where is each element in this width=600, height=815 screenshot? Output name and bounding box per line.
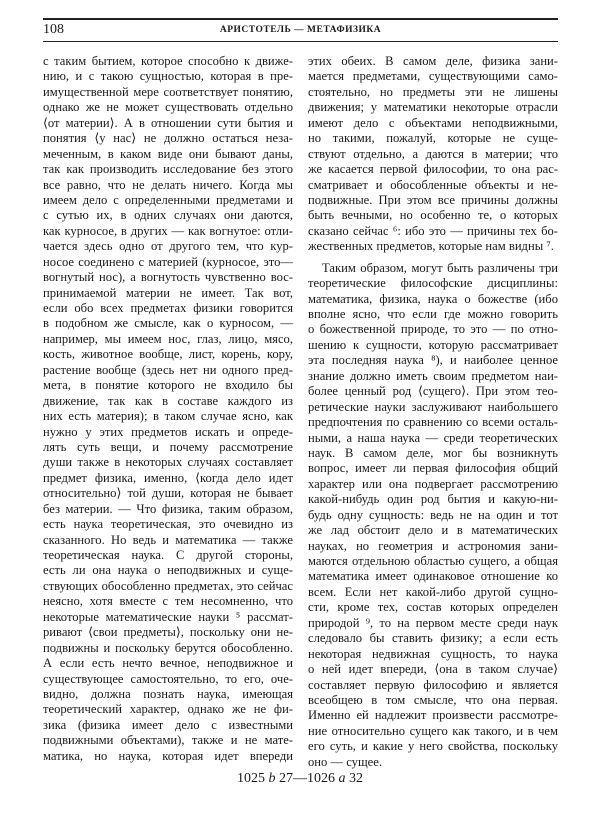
bekker-end-page: 1026 <box>307 771 335 786</box>
paragraph <box>308 261 558 770</box>
text-line: имущественной мере соответствует понятию, <box>43 84 293 99</box>
text-line: составляет первую философию и является <box>308 677 558 692</box>
text-line: лять суть вещи, и почему рассмотрение <box>43 439 293 454</box>
bekker-start-line: 27 <box>279 771 293 786</box>
text-line: эта последняя наука ⁸), и наиболее ценное <box>308 353 558 368</box>
text-line: предмет физика, именно, ⟨когда дело идет <box>43 470 293 485</box>
text-line: ствуют отдельно, а даются в материи; что <box>308 146 558 161</box>
text-line: вопрос, имеет ли первая философия общий <box>308 461 558 476</box>
text-line: сти, кроме тех, состав которых определен <box>308 600 558 615</box>
text-line: нию, и с такою сущностью, которая в пре- <box>43 69 293 84</box>
text-line: есть ли она наука о неподвижных и суще- <box>43 563 293 578</box>
text-line: ретические науки заслуживают наибольшего <box>308 399 558 414</box>
text-line: быть вечными, но особенно те, о которых <box>308 208 558 223</box>
text-line: существующее самостоятельно, то его, оче- <box>43 671 293 686</box>
text-line: природой ⁹, то на первом месте среди наук <box>308 615 558 630</box>
bekker-start-column: b <box>268 771 276 786</box>
text-line: понятия ⟨у нас⟩ не должно остаться неза- <box>43 131 293 146</box>
text-line: какой-нибудь один род бытия и какую-ни- <box>308 492 558 507</box>
text-line: подвижные. При этом все причины должны <box>308 192 558 207</box>
text-line: имеем дело с определенными предметами и <box>43 192 293 207</box>
text-line: зика (физика имеет дело с известными <box>43 717 293 732</box>
text-line: всем. Если нет какой-либо другой сущно- <box>308 584 558 599</box>
bekker-end-column: a <box>338 771 346 786</box>
text-line: нужно у этих предметов искать и опреде- <box>43 424 293 439</box>
text-line: имеют дело с объектами неподвижными, <box>308 115 558 130</box>
text-line: подвижны и поскольку берутся обособленно. <box>43 640 293 655</box>
text-line: мета, в понятие которого не входило бы <box>43 378 293 393</box>
text-line: этих обеих. В самом деле, физика зани- <box>308 54 558 68</box>
running-title: АРИСТОТЕЛЬ — МЕТАФИЗИКА <box>219 25 382 35</box>
text-line: так как производить исследование без этого <box>43 162 293 177</box>
text-line: в подобном же смысле, как о курносом, — <box>43 316 293 331</box>
range-dash: — <box>293 771 307 786</box>
text-line: однако же не может существовать отдельно <box>43 100 293 115</box>
text-line: всеобщею в том смысле, что она первая. <box>308 692 558 707</box>
text-line: кость, животное вообще, лист, корень, кору, <box>43 347 293 362</box>
text-line: как курносое, в других — как вогнутое: отли- <box>43 223 293 238</box>
text-line: стоятельно, но предметы эти не лишены <box>308 84 558 99</box>
text-line: маются отдельною областью сущего, а общая <box>308 554 558 568</box>
text-line: с таким бытием, которое способно к движе- <box>43 54 293 68</box>
text-line: следовало бы ставить физику; а если есть <box>308 631 558 646</box>
right-text-column <box>308 54 558 770</box>
bekker-start-page: 1025 <box>237 771 265 786</box>
text-line: вогнутый нос), а вогнутость чувственно вос- <box>43 270 293 285</box>
text-line: математика имеет одинаковое отношение ко <box>308 569 558 584</box>
text-line: неясно, хотя вместе с тем несомненно, что <box>43 594 293 609</box>
text-line: будь одну сущность: ведь не на один и тот <box>308 507 558 522</box>
text-line: ⟨от материи⟩. А в отношении сути бытия и <box>43 115 293 130</box>
text-line: например, мы имеем нос, глаз, лицо, мясо, <box>43 331 293 346</box>
header-rule-top <box>43 18 558 20</box>
text-line: шению к сущности, которую рассматривает <box>308 337 558 352</box>
text-line: меченным, в каком виде они бывают даны, <box>43 146 293 161</box>
text-line: носое соединено с материей (курносое, это— <box>43 254 293 269</box>
text-line: матика, но наука, которая идет впереди <box>43 748 293 763</box>
text-line: жественных предметов, которые нам видны ⁷. <box>308 239 554 254</box>
text-line: сматривает и обособленные объекты и не- <box>308 177 558 192</box>
text-line: сказано сейчас ⁶: ибо это — причины тех бо- <box>308 223 558 238</box>
text-line: если обо всех предметах физики говорится <box>43 301 293 315</box>
text-line: есть наука теоретическая, это очевидно из <box>43 517 293 532</box>
text-line: движение, так как в составе каждого из <box>43 393 293 408</box>
text-line: Таким образом, могут быть различены три <box>322 260 558 275</box>
text-line: мается предметами, существующими само- <box>308 69 558 84</box>
text-line: подвижными объектами), также и не мате- <box>43 733 293 748</box>
text-line: видно, должна познать наука, имеющая <box>43 686 293 701</box>
text-line: ствующих обособленно предметах, это сейчас <box>43 578 293 593</box>
bekker-end-line: 32 <box>349 771 363 786</box>
text-line: ными, а наша наука — среди теоретических <box>308 430 558 445</box>
text-line: о божественной природе, то это — по отно- <box>308 322 558 337</box>
header-rule-bottom <box>43 41 558 42</box>
text-line: ривают ⟨свои предметы⟩, поскольку они не- <box>43 625 293 640</box>
text-line: характер или она подвергает рассмотрению <box>308 476 558 491</box>
text-line: них есть материя); в таком случае ясно, как <box>43 409 293 424</box>
text-line: но такими, пожалуй, которые не суще- <box>308 131 558 146</box>
text-line: оно — сущее. <box>308 754 382 769</box>
left-text-column <box>43 54 293 764</box>
text-line: предпочтения по сравнению со всеми осталь- <box>308 415 558 430</box>
paragraph <box>308 54 558 255</box>
text-line: же лад обстоит дело и в математических <box>308 523 558 538</box>
text-line: без материи. — Что физика, таким образом, <box>43 501 293 516</box>
text-line: растение вообще (здесь нет ни одного пред- <box>43 362 293 377</box>
page-number: 108 <box>43 22 64 37</box>
text-line: с сутью их, в одних случаях они даются, <box>43 208 293 223</box>
text-line: Именно ей надлежит произвести рассмотре- <box>308 708 558 723</box>
text-line: ние относительно сущего как такого, и в чем <box>308 723 558 738</box>
text-line: более ценный род ⟨сущего⟩. При этом тео- <box>308 384 558 399</box>
text-line: теоретический характер, однако же не фи- <box>43 702 293 717</box>
text-line: некоторая недвижная сущность, то наука <box>308 646 558 661</box>
text-line: сказанного. Но ведь и математика — также <box>43 532 293 547</box>
text-line: А если есть нечто вечное, неподвижное и <box>43 656 293 671</box>
bekker-reference <box>0 771 600 787</box>
text-line: некоторые математические науки ⁵ рассмат- <box>43 609 293 624</box>
text-line: математика, физика, наука о божестве (ибо <box>308 291 558 306</box>
text-line: его суть, и какие у него свойства, поскольку <box>308 739 558 754</box>
text-line: чается здесь одно от другого тем, что кур- <box>43 239 293 254</box>
text-line: теоретическая наука. С другой стороны, <box>43 548 293 562</box>
text-line: относительно⟩ той души, которая не бывает <box>43 486 293 501</box>
text-line: же касается первой философии, то она рас- <box>308 162 558 177</box>
text-line: теоретические философские дисциплины: <box>308 276 558 291</box>
text-line: науках, но геометрия и астрономия зани- <box>308 538 558 553</box>
text-line: знание должно иметь своим предметом наи- <box>308 368 558 383</box>
text-line: наук. В самом деле, мог бы возникнуть <box>308 445 558 460</box>
text-line: движения; у математики некоторые отрасли <box>308 100 558 115</box>
text-line: вполне ясно, что если где можно говорить <box>308 307 558 321</box>
paragraph <box>43 54 293 764</box>
text-line: души также в некоторых случаях составляет <box>43 455 293 470</box>
text-line: все равно, что не делать ничего. Когда мы <box>43 177 293 192</box>
text-line: о ней идет впереди, ⟨она в таком случае⟩ <box>308 662 558 677</box>
text-line: принимаемой материи не имеет. Так вот, <box>43 285 293 300</box>
